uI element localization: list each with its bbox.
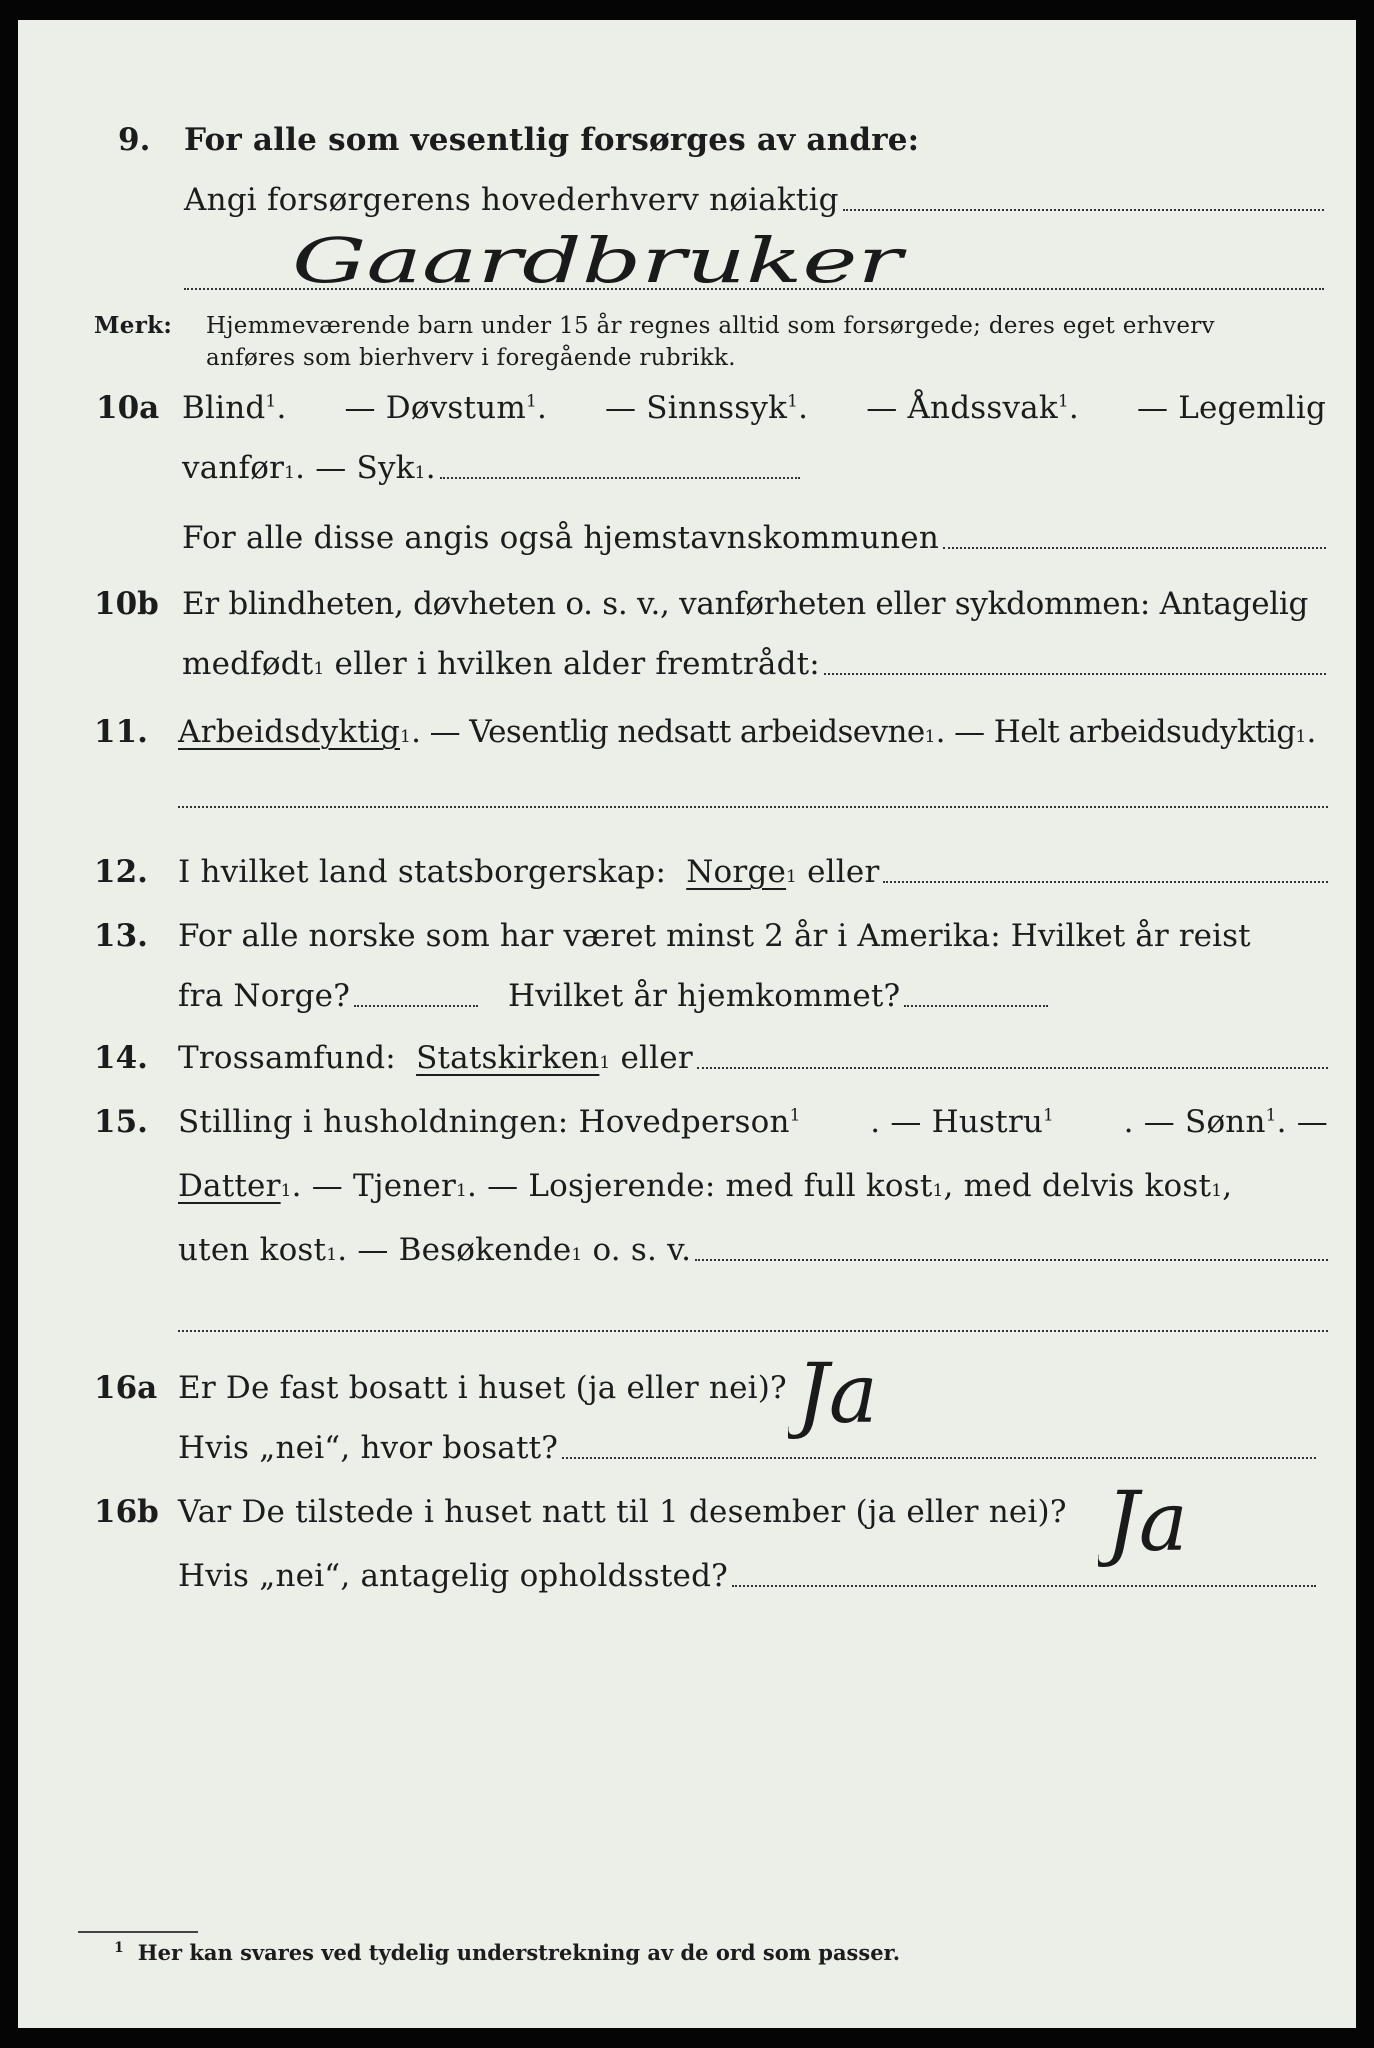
q9-line2: Angi forsørgerens hovederhverv nøiaktig [184, 180, 1324, 220]
q15-line1: Stilling i husholdningen: Hovedperson$^1$ . — Hustru$^1$ . — Sønn$^1$. — [178, 1104, 1328, 1140]
q10b-fill-line[interactable] [824, 673, 1326, 675]
q15-line3: uten kost 1 . — Besøkende 1 o. s. v. [178, 1230, 1328, 1270]
q11-line1: Arbeidsdyktig 1 . — Vesentlig nedsatt arbeidsevne 1 . — Helt arbeidsudyktig 1 . [178, 714, 1317, 750]
q12-number: 12. [94, 854, 148, 890]
option-besokende[interactable]: . — Besøkende [337, 1232, 572, 1268]
option-norge[interactable]: Norge [686, 854, 787, 890]
q16b-answer-text: Ja [1106, 1475, 1188, 1570]
q13-fra-norge: fra Norge? [178, 976, 478, 1016]
option-tjener[interactable]: . — Tjener [291, 1168, 456, 1204]
q10b-line2: medfødt 1 eller i hvilken alder fremtrådt: [182, 644, 1326, 684]
q13-number: 13. [94, 918, 148, 954]
merk-line1: Hjemmeværende barn under 15 år regnes alltid som forsørgede; deres eget erhverv [206, 313, 1215, 339]
q14-fill-line[interactable] [697, 1067, 1328, 1069]
q16b-fill-line[interactable] [732, 1585, 1316, 1587]
q15-line2: Datter 1 . — Tjener 1 . — Losjerende: med full kost 1 , med delvis kost 1 , [178, 1168, 1233, 1204]
q10b-line1: Er blindheten, døvheten o. s. v., vanførheten eller sykdommen: Antagelig [182, 586, 1309, 622]
q10b-number: 10b [94, 586, 159, 622]
q13-hjemkommet-fill-line[interactable] [904, 1005, 1048, 1007]
option-sonn[interactable]: . — Sønn [1123, 1104, 1266, 1140]
q9-answer-text: Gaardbruker [292, 224, 908, 297]
merk-label: Merk: [94, 312, 173, 339]
option-hovedperson[interactable]: Stilling i husholdningen: Hovedperson [178, 1104, 790, 1140]
option-medfodt[interactable]: medfødt [182, 646, 314, 682]
option-statskirken[interactable]: Statskirken [416, 1040, 600, 1076]
option-nedsatt-arbeidsevne[interactable]: . — Vesentlig nedsatt arbeidsevne [411, 714, 925, 750]
q15-fill-line[interactable] [695, 1259, 1328, 1261]
q10a-line1: Blind$^1$. — Døvstum$^1$. — Sinnssyk$^1$. — Åndssvak$^1$. — Legemlig [182, 390, 1326, 426]
option-datter[interactable]: Datter [178, 1168, 281, 1204]
q9-answer-line[interactable] [184, 288, 1324, 290]
q10a-hjemstavn-fill-line[interactable] [943, 547, 1326, 549]
option-andssvak[interactable]: — Åndssvak [866, 390, 1058, 426]
q16b-number: 16b [94, 1494, 159, 1530]
q15-fill-line-2[interactable] [178, 1330, 1328, 1332]
q12-fill-line[interactable] [883, 881, 1328, 883]
q14-line: Trossamfund: Statskirken 1 eller [178, 1038, 1328, 1078]
option-syk[interactable]: — Syk [315, 450, 415, 486]
merk-line2: anføres som bierhverv i foregående rubrikk. [206, 345, 736, 371]
q13-hjemkommet: Hvilket år hjemkommet? [508, 976, 1048, 1016]
q14-number: 14. [94, 1040, 148, 1076]
footnote-divider [78, 1931, 198, 1933]
q9-fill-line[interactable] [843, 209, 1324, 211]
q16a-fill-line[interactable] [562, 1457, 1316, 1459]
option-sinnssyk[interactable]: — Sinnssyk [605, 390, 788, 426]
option-legemlig[interactable]: — Legemlig [1136, 390, 1326, 426]
option-arbeidsudyktig[interactable]: . — Helt arbeidsudyktig [935, 714, 1296, 750]
q16b-line1: Var De tilstede i huset natt til 1 desember (ja eller nei)? [178, 1494, 1067, 1530]
q9-title: For alle som vesentlig forsørges av andre: [184, 122, 920, 158]
option-uten-kost[interactable]: uten kost [178, 1232, 327, 1268]
option-hustru[interactable]: . — Hustru [870, 1104, 1044, 1140]
q16b-line2: Hvis „nei“, antagelig opholdssted? [178, 1556, 1316, 1596]
footnote: $^1$ Her kan svares ved tydelig understrekning av de ord som passer. [114, 1940, 901, 1965]
q16a-line1: Er De fast bosatt i huset (ja eller nei)? [178, 1370, 787, 1406]
q10a-number: 10a [96, 390, 160, 426]
q9-handwritten-answer [288, 220, 928, 310]
q10a-line3: For alle disse angis også hjemstavnskommunen [182, 518, 1326, 558]
q10a-syk-fill-line[interactable] [440, 477, 800, 479]
option-arbeidsdyktig[interactable]: Arbeidsdyktig [178, 714, 401, 750]
q13-reist-fill-line[interactable] [354, 1005, 478, 1007]
option-delvis-kost[interactable]: , med delvis kost [943, 1168, 1212, 1204]
q16a-line2: Hvis „nei“, hvor bosatt? [178, 1428, 1316, 1468]
q15-number: 15. [94, 1104, 148, 1140]
q11-fill-line[interactable] [178, 806, 1328, 808]
q9-number: 9. [118, 122, 151, 158]
q10a-line2: vanfør 1 . — Syk 1 . [182, 448, 800, 488]
option-losjerende-full-kost[interactable]: . — Losjerende: med full kost [467, 1168, 933, 1204]
q12-line: I hvilket land statsborgerskap: Norge 1 eller [178, 852, 1328, 892]
q13-line1: For alle norske som har været minst 2 år i Amerika: Hvilket år reist [178, 918, 1251, 954]
option-vanfor[interactable]: vanfør [182, 450, 285, 486]
census-form-page [18, 20, 1356, 2028]
q16a-answer-text: Ja [796, 1347, 878, 1442]
q16a-number: 16a [94, 1370, 158, 1406]
option-blind[interactable]: Blind [182, 390, 266, 426]
q11-number: 11. [94, 714, 148, 750]
option-dovstum[interactable]: — Døvstum [344, 390, 526, 426]
